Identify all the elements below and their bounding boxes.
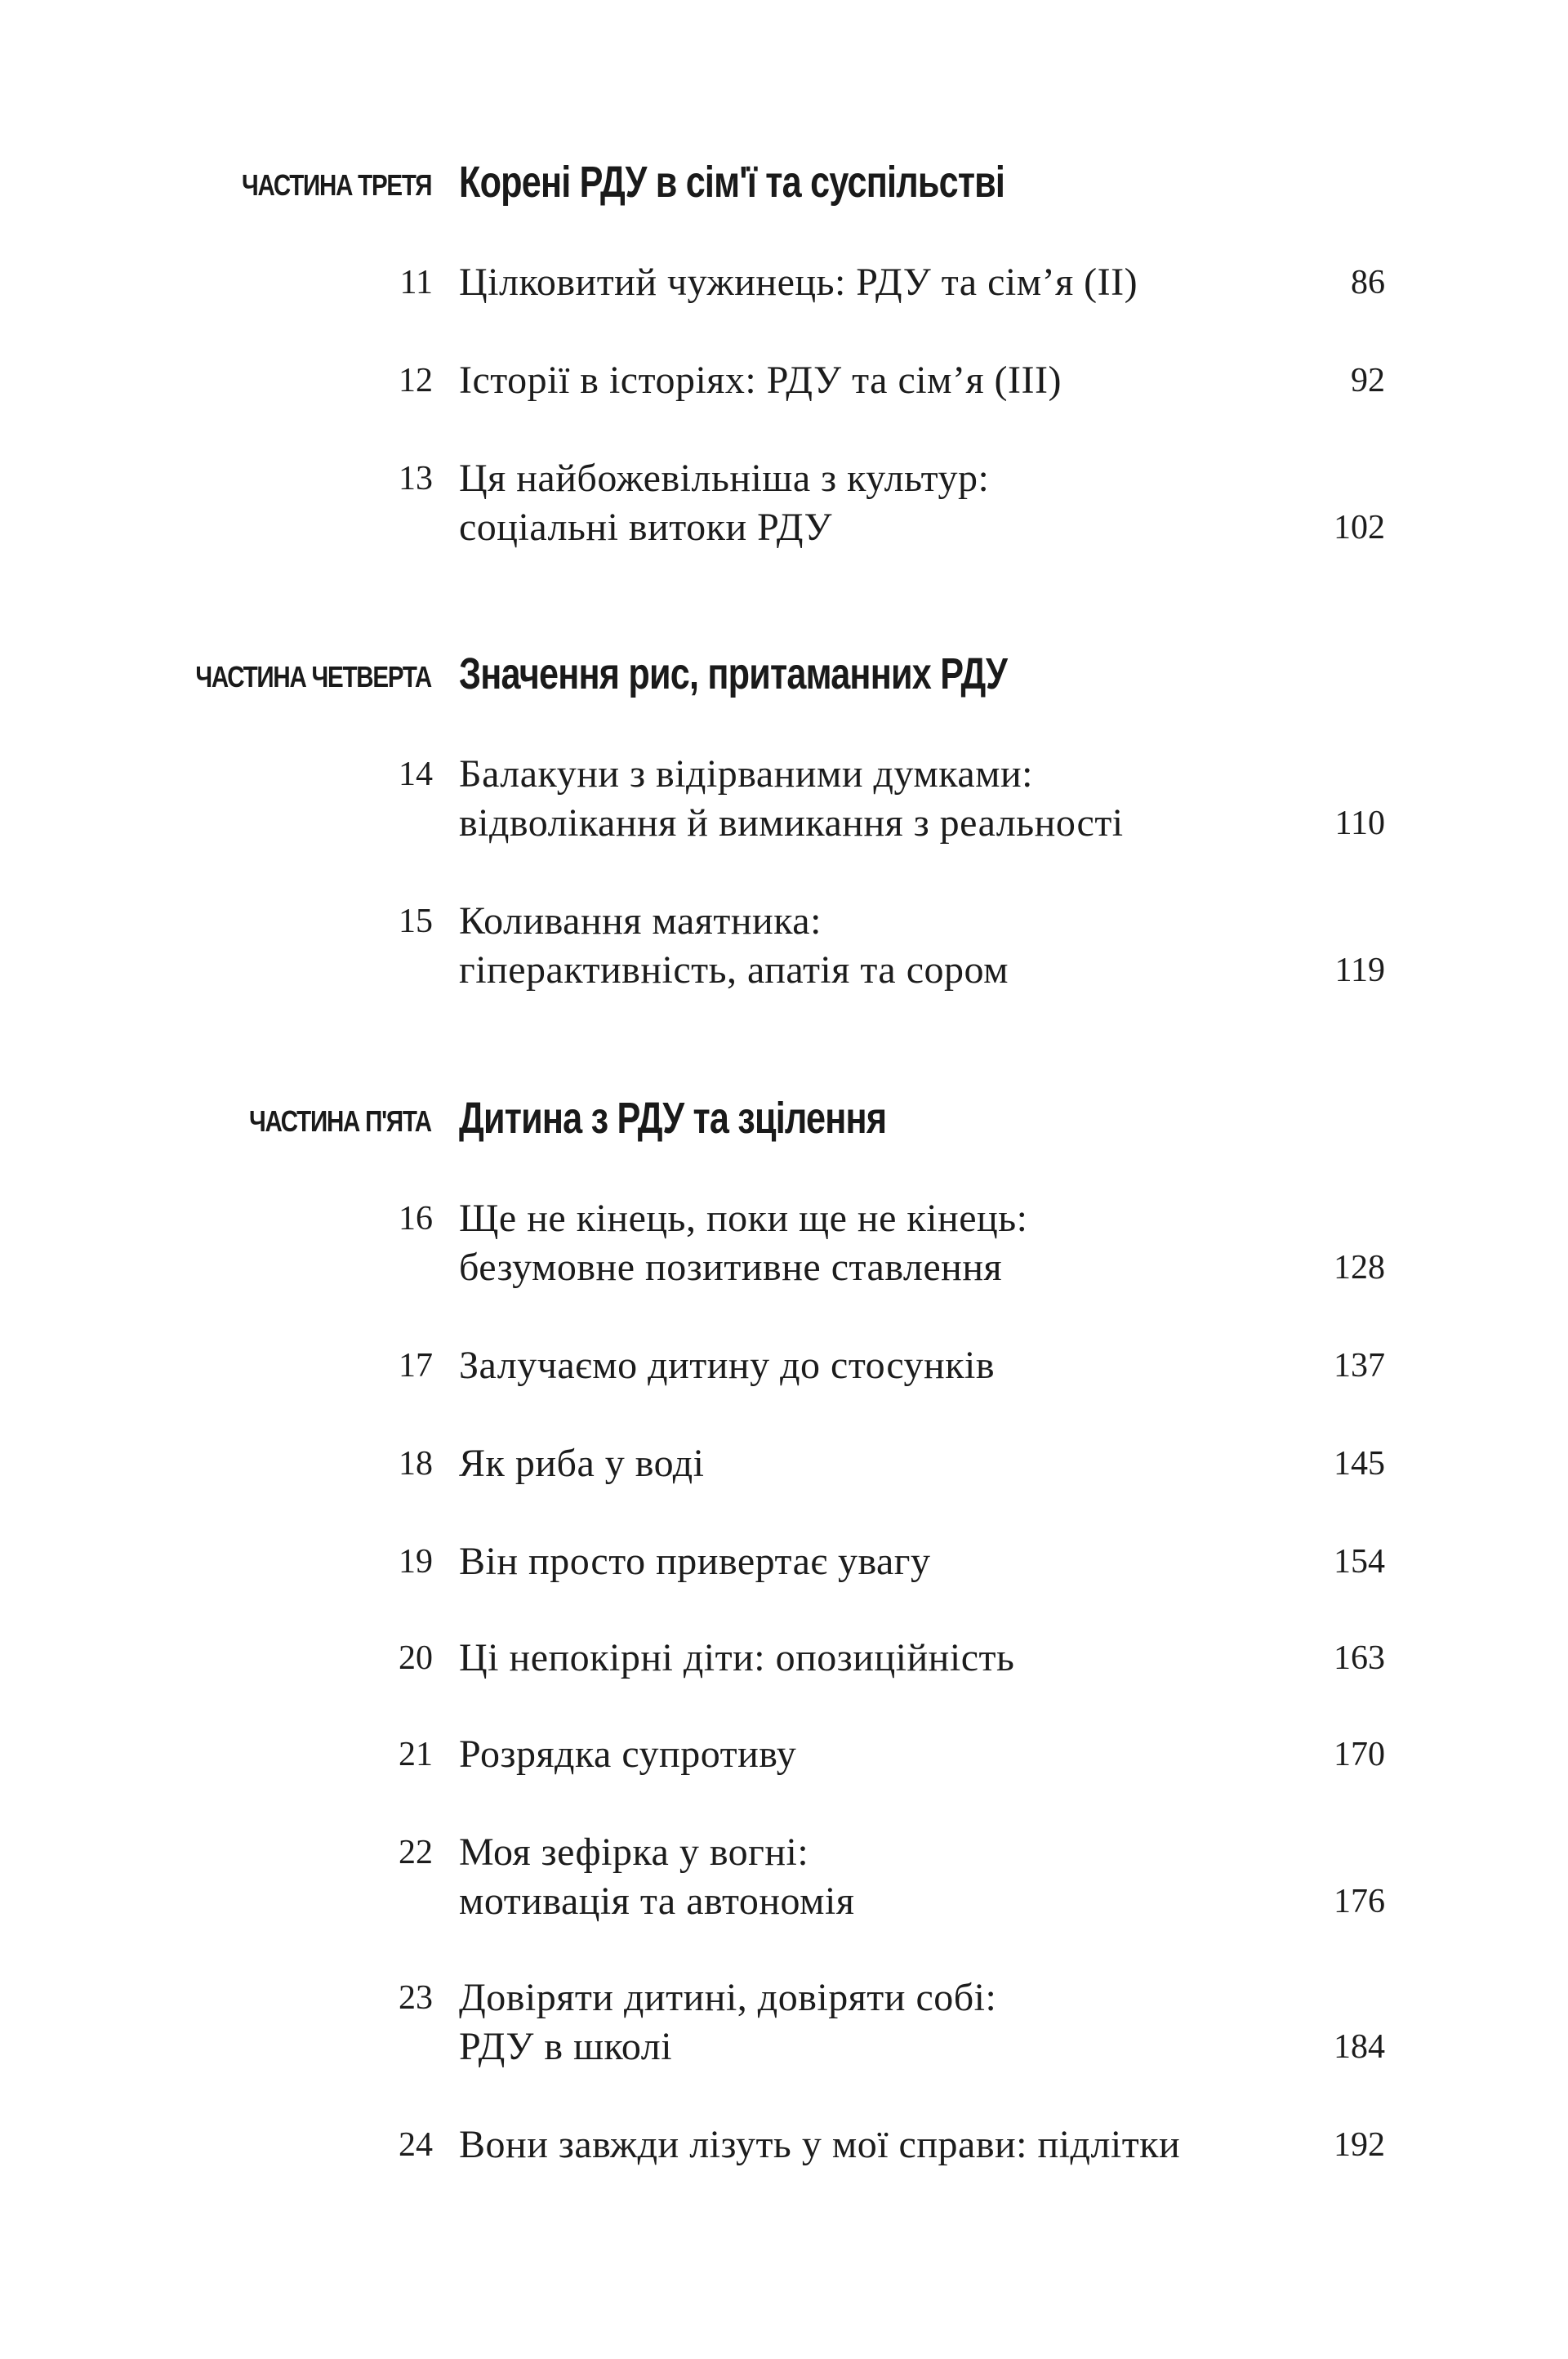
chapter-title-line: Моя зефірка у вогні: [459, 1831, 809, 1874]
chapter-title [459, 258, 1276, 307]
chapter-title [459, 454, 1276, 552]
chapter-title-line: Як риба у воді [459, 1442, 705, 1485]
part-header [0, 1081, 1568, 1147]
chapter-title [459, 1634, 1276, 1683]
chapter-number: 11 [399, 264, 433, 301]
chapter-title-line: гіперактивність, апатія та сором [459, 948, 1009, 992]
chapter-number: 13 [399, 460, 433, 497]
page-number: 163 [1334, 1639, 1385, 1677]
chapter-title [459, 897, 1276, 995]
chapter-title [459, 1439, 1276, 1488]
chapter-title-line: Довіряти дитині, довіряти собі: [459, 1976, 997, 2019]
chapter-number: 18 [399, 1445, 433, 1483]
part-title: Корені РДУ в сім'ї та суспільстві [459, 158, 1005, 207]
chapter-title-line: Він просто привертає увагу [459, 1540, 931, 1583]
chapter-title-line: Вони завжди лізуть у мої справи: підлітки [459, 2123, 1181, 2166]
chapter-number: 16 [399, 1200, 433, 1237]
chapter-title [459, 1730, 1276, 1779]
chapter-title [459, 356, 1276, 405]
chapter-title-line: РДУ в школі [459, 2025, 673, 2068]
chapter-number: 15 [399, 903, 433, 940]
chapter-title-line: Ще не кінець, поки ще не кінець: [459, 1197, 1028, 1240]
chapter-title [459, 1537, 1276, 1586]
page-number: 192 [1334, 2126, 1385, 2164]
chapter-title-line: відволікання й вимикання з реальності [459, 801, 1124, 845]
page-number: 145 [1334, 1445, 1385, 1483]
chapter-title [459, 2120, 1276, 2169]
part-label: ЧАСТИНА ЧЕТВЕРТА [195, 660, 431, 693]
chapter-title-line: Розрядка супротиву [459, 1732, 797, 1776]
chapter-title [459, 1194, 1276, 1292]
part-title: Значення рис, притаманних РДУ [459, 649, 1008, 698]
chapter-number: 23 [399, 1979, 433, 2017]
part-header [0, 145, 1568, 211]
chapter-number: 19 [399, 1543, 433, 1581]
chapter-title-line: Коливання маятника: [459, 899, 822, 943]
chapter-title [459, 1973, 1276, 2071]
page-number: 102 [1334, 509, 1385, 546]
chapter-title-line: соціальні витоки РДУ [459, 506, 833, 549]
page-number: 86 [1351, 264, 1385, 301]
chapter-title [459, 1828, 1276, 1926]
page-number: 137 [1334, 1347, 1385, 1385]
chapter-number: 17 [399, 1347, 433, 1385]
chapter-title-line: Залучаємо дитину до стосунків [459, 1344, 996, 1387]
part-header [0, 637, 1568, 702]
part-label: ЧАСТИНА ТРЕТЯ [241, 168, 431, 202]
page-number: 110 [1334, 805, 1385, 842]
page-number: 176 [1334, 1883, 1385, 1920]
chapter-title-line: Ці непокірні діти: опозиційність [459, 1636, 1015, 1679]
chapter-number: 24 [399, 2126, 433, 2164]
chapter-number: 12 [399, 362, 433, 399]
part-title: Дитина з РДУ та зцілення [459, 1094, 887, 1143]
chapter-title-line: Історії в історіях: РДУ та сім’я (III) [459, 359, 1062, 402]
page-number: 154 [1334, 1543, 1385, 1581]
chapter-title-line: мотивація та автономія [459, 1880, 855, 1923]
page-number: 92 [1351, 362, 1385, 399]
page-number: 170 [1334, 1736, 1385, 1773]
chapter-title [459, 1341, 1276, 1390]
chapter-title-line: Ця найбожевільніша з культур: [459, 457, 990, 500]
chapter-title [459, 750, 1276, 848]
chapter-number: 21 [399, 1736, 433, 1773]
page-number: 184 [1334, 2028, 1385, 2066]
chapter-number: 22 [399, 1834, 433, 1871]
chapter-title-line: Цілковитий чужинець: РДУ та сім’я (II) [459, 261, 1138, 304]
chapter-title-line: Балакуни з відірваними думками: [459, 752, 1034, 796]
chapter-number: 20 [399, 1639, 433, 1677]
chapter-number: 14 [399, 756, 433, 793]
chapter-title-line: безумовне позитивне ставлення [459, 1246, 1003, 1289]
part-label: ЧАСТИНА П'ЯТА [249, 1104, 431, 1138]
page-number: 128 [1334, 1249, 1385, 1287]
page-number: 119 [1334, 952, 1385, 989]
